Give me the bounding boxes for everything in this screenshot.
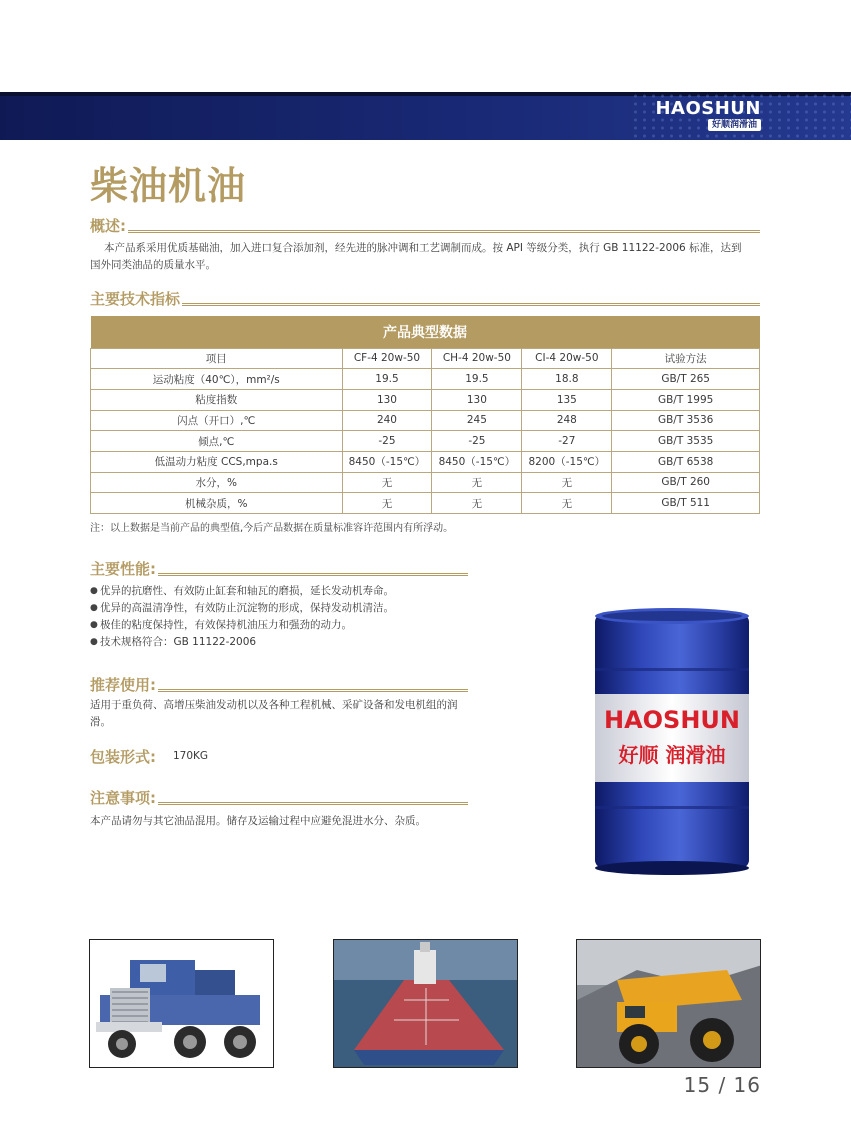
table-cell: 135: [522, 389, 612, 410]
specs-heading-label: 主要技术指标: [90, 290, 181, 308]
table-cell: 机械杂质，%: [91, 493, 343, 514]
spec-table: [90, 316, 760, 514]
page-number: 15 / 16: [683, 1073, 761, 1097]
brand-logo: [651, 99, 761, 133]
table-cell: 无: [342, 472, 432, 493]
table-cell: GB/T 3535: [612, 431, 760, 452]
performance-list: [90, 583, 490, 651]
list-item: ● 技术规格符合：GB 11122-2006: [90, 634, 490, 651]
overview-heading-label: 概述:: [90, 217, 126, 235]
caution-heading-label: 注意事项:: [90, 789, 156, 807]
table-cell: 无: [522, 493, 612, 514]
table-cell: 倾点,℃: [91, 431, 343, 452]
table-cell: -25: [342, 431, 432, 452]
packaging-heading-label: 包装形式:: [90, 748, 156, 766]
table-cell: 无: [432, 493, 522, 514]
table-cell: 8450（-15℃）: [432, 451, 522, 472]
table-cell: 无: [342, 493, 432, 514]
table-cell: GB/T 260: [612, 472, 760, 493]
divider: [158, 689, 468, 692]
table-cell: 19.5: [342, 369, 432, 390]
table-cell: GB/T 1995: [612, 389, 760, 410]
truck-photo: [89, 939, 274, 1068]
table-cell: 8200（-15℃）: [522, 451, 612, 472]
column-header: 试验方法: [612, 348, 760, 369]
list-item: ● 极佳的粘度保持性，有效保持机油压力和强劲的动力。: [90, 617, 490, 634]
table-cell: GB/T 511: [612, 493, 760, 514]
table-row: [91, 493, 760, 514]
table-cell: 低温动力粘度 CCS,mpa.s: [91, 451, 343, 472]
divider: [158, 802, 468, 805]
table-row: [91, 389, 760, 410]
performance-heading: [90, 561, 468, 578]
table-cell: 18.8: [522, 369, 612, 390]
overview-heading: [90, 218, 760, 235]
performance-heading-label: 主要性能:: [90, 560, 156, 578]
barrel-label-cn: 好顺 润滑油: [618, 743, 726, 767]
table-cell: GB/T 3536: [612, 410, 760, 431]
page-title: 柴油机油: [90, 164, 247, 208]
caution-heading: [90, 790, 468, 807]
table-row: [91, 369, 760, 390]
divider: [182, 303, 760, 306]
table-row: [91, 410, 760, 431]
table-cell: 130: [432, 389, 522, 410]
table-row: [91, 451, 760, 472]
table-row: [91, 431, 760, 452]
table-cell: 8450（-15℃）: [342, 451, 432, 472]
column-header: CH-4 20w-50: [432, 348, 522, 369]
caution-text: 本产品请勿与其它油品混用。储存及运输过程中应避免混进水分、杂质。: [90, 815, 426, 827]
table-cell: 130: [342, 389, 432, 410]
table-row: [91, 472, 760, 493]
usage-text: 适用于重负荷、高增压柴油发动机以及各种工程机械、采矿设备和发电机组的润滑。: [90, 699, 458, 728]
usage-heading: [90, 677, 468, 694]
table-cell: 248: [522, 410, 612, 431]
list-item: ● 优异的抗磨性、有效防止缸套和轴瓦的磨损，延长发动机寿命。: [90, 583, 490, 600]
divider: [128, 230, 760, 233]
packaging-heading: [90, 749, 156, 766]
table-cell: 闪点（开口）,℃: [91, 410, 343, 431]
table-cell: GB/T 6538: [612, 451, 760, 472]
tanker-ship-photo: [333, 939, 518, 1068]
table-cell: 运动粘度（40℃），mm²/s: [91, 369, 343, 390]
table-cell: GB/T 265: [612, 369, 760, 390]
column-header: CI-4 20w-50: [522, 348, 612, 369]
table-cell: 粘度指数: [91, 389, 343, 410]
column-header: 项目: [91, 348, 343, 369]
table-caption: 产品典型数据: [91, 316, 760, 348]
brand-logo-sub: 好顺润滑油: [708, 119, 761, 131]
table-note: 注：以上数据是当前产品的典型值,今后产品数据在质量标准容许范围内有所浮动。: [90, 523, 454, 534]
overview-text: 本产品系采用优质基础油，加入进口复合添加剂，经先进的脉冲调和工艺调制而成。按 API 等级分类，执行 GB 11122-2006 标准，达到国外同类油品的质量水平。: [90, 242, 742, 271]
table-cell: 无: [522, 472, 612, 493]
brand-logo-text: HAOSHUN: [655, 98, 761, 119]
table-cell: 水分，%: [91, 472, 343, 493]
oil-barrel-image: [593, 606, 751, 876]
table-cell: -27: [522, 431, 612, 452]
column-header: CF-4 20w-50: [342, 348, 432, 369]
table-cell: 无: [432, 472, 522, 493]
table-header-row: [91, 348, 760, 369]
table-cell: 19.5: [432, 369, 522, 390]
packaging-value: 170KG: [173, 750, 209, 762]
divider: [158, 573, 468, 576]
table-cell: -25: [432, 431, 522, 452]
mining-truck-photo: [576, 939, 761, 1068]
table-cell: 245: [432, 410, 522, 431]
barrel-brand: HAOSHUN: [603, 706, 741, 734]
specs-heading: [90, 291, 760, 308]
list-item: ● 优异的高温清净性，有效防止沉淀物的形成，保持发动机清洁。: [90, 600, 490, 617]
table-cell: 240: [342, 410, 432, 431]
usage-heading-label: 推荐使用:: [90, 676, 156, 694]
